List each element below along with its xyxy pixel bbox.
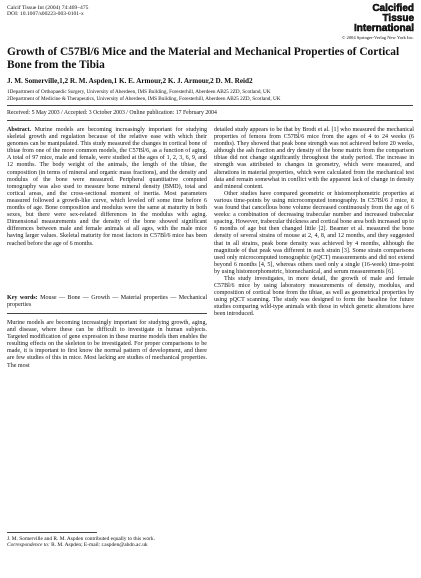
logo-copyright: © 2004 Springer-Verlag New York Inc. <box>341 35 414 40</box>
right-paragraph-3: This study investigates, in more detail, the growth of male and female C57Bl/6 mice by using laboratory measurements of density, modulus, and composition of cortical bone from the tibiae, as well as geometrical properties by using pQCT scanning. The study was designed to form the baseline for future studies comparing wild-type animals with those in which genetic alterations have been introduced. <box>214 275 414 318</box>
keywords-text: Mouse — Bone — Growth — Material properties — Mechanical properties <box>7 295 207 309</box>
affiliation-2: 2Department of Medicine & Therapeutics, University of Aberdeen, IMS Building, Foresterhill, Aberdeen AB25 2ZD, Scotland, UK <box>7 96 281 102</box>
logo-line-1: Calcified <box>372 3 414 14</box>
correspondence-text: R. M. Aspden; E-mail: r.aspden@abdn.ac.uk <box>51 542 148 549</box>
keywords-label: Key words: <box>7 295 38 301</box>
affiliation-1: 1Department of Orthopaedic Surgery, University of Aberdeen, IMS Building, Foresterhill, Aberdeen AB25 2ZD, Scotland, UK <box>7 89 271 95</box>
footnote-contribution: J. M. Somerville and R. M. Aspden contributed equally to this work. <box>7 536 155 542</box>
introduction-right-column <box>214 127 414 319</box>
intro-paragraph: Murine models are becoming increasingly important for studying growth, aging, and disease, where these can be difficult to investigate in human subjects. Targeted modification of gene expression in these murine models then enables the resulting effects on the skeleton to be investigated. For proper comparisons to be made, it is important to first know the normal pattern of development, and there are few studies of this in mice. Most lacking are studies of mechanical properties. The most <box>7 320 207 369</box>
received-dates: Received: 5 May 2003 / Accepted: 3 October 2003 / Online publication: 17 February 2004 <box>7 110 217 116</box>
footnote-divider <box>7 532 97 533</box>
divider-keywords <box>7 313 207 314</box>
introduction-left-column <box>7 320 207 370</box>
doi: DOI: 10.1007/s00223-003-0101-x <box>7 11 84 17</box>
right-paragraph-1: detailed study appears to be that by Brodt et al. [1] who measured the mechanical properties of femora from C57Bl/6 mice from the ages of 4 to 24 weeks (6 months). They showed that peak bone strength was not achieved before 20 weeks, although the ash fraction and dry density of the bone matrix from the comparison tibiae did not change significantly throughout the study period. The increase in strength was attributed to changes in geometry, which were measured, and alterations in material properties, which were calculated from the mechanical test data and remain somewhat in conflict with the apparent lack of change in density and mineral content. <box>214 127 414 190</box>
right-paragraph-2: Other studies have compared geometric or histomorphometric properties at various time-points by using microcomputed tomography. In C57Bl/6 J mice, it was found that cancellous bone volume decreased continuously from the age of 6 weeks: a combination of decreasing trabecular number and increased trabecular spacing. However, trabecular thickness and cortical bone area both increased up to 6 months of age but then changed little [2]. Beamer et al. measured the bone density of several strains of mouse at 2, 4, 8, and 12 months, and they suggested that in all strains, peak bone density was achieved by 4 months, although the magnitude of that peak was different in each strain [3]. Some strain comparisons used only microcomputed tomographic (pQCT) measurements and did not extend beyond 6 months [4, 5], whereas others used only a single (16-week) time-point by using histomorphometric, biomechanical, and serum measurements [6]. <box>214 190 414 275</box>
abstract-text: Murine models are becoming increasingly important for studying skeletal growth and regulation because of the relative ease with which their genomes can be manipulated. This study measured the changes in cortical bone of tibiae from one of the more common models, the C57Bl/6, as a function of aging. A total of 97 mice, male and female, were studied at the ages of 1, 2, 3, 6, 9, and 12 months. The body weight of the animals, the length of the tibiae, the composition (in terms of mineral and organic mass fractions), and the density and modulus of the bone were measured. Peripheral quantitative computed tomography was also used to measure bone mineral density (BMD), total and cortical areas, and the cross-sectional moment of inertia. Most parameters measured followed a growth-like curve, which leveled off some time before 6 months of age. Bone composition and modulus were the same at maturity in both sexes, but there were sex-related differences in the modulus with aging. Dimensional measurements and the density of the bone showed significant differences between male and female animals at all ages, with the male mice having larger values. Skeletal maturity for most factors in C57Bl/6 mice has been reached before the age of 6 months. <box>7 127 207 247</box>
author-list: J. M. Somerville,1,2 R. M. Aspden,1 K. E. Armour,2 K. J. Armour,2 D. M. Reid2 <box>7 77 253 85</box>
article-title: Growth of C57Bl/6 Mice and the Material and Mechanical Properties of Cortical Bone from the Tibia <box>7 46 400 71</box>
abstract <box>7 127 207 248</box>
abstract-label: Abstract. <box>7 127 32 133</box>
footnotes <box>7 536 207 549</box>
footnote-correspondence <box>7 542 207 548</box>
journal-citation: Calcif Tissue Int (2004) 74:469–475 <box>7 5 89 11</box>
logo-line-2: Tissue <box>382 13 414 24</box>
divider-received <box>7 120 413 121</box>
divider-top <box>7 105 413 106</box>
keywords <box>7 295 207 309</box>
correspondence-label: Correspondence to: <box>7 542 50 549</box>
logo-line-3: International <box>353 23 414 34</box>
journal-logo <box>294 4 414 42</box>
